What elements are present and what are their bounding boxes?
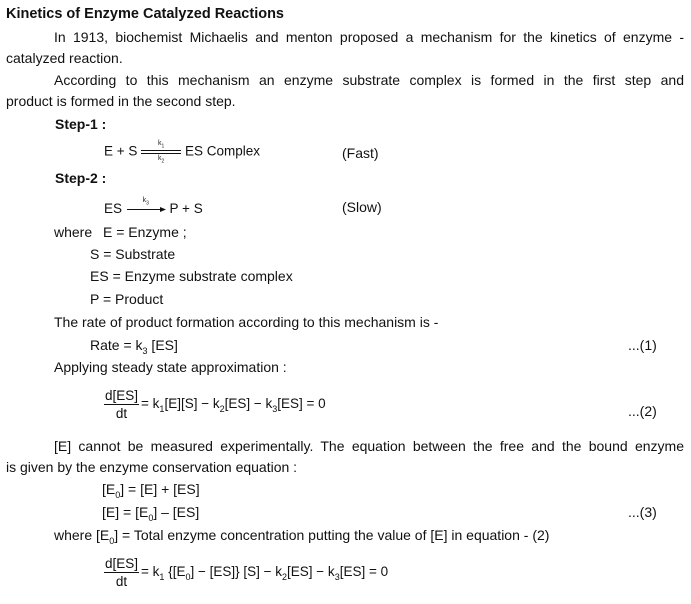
eq-part: [ES] − k — [287, 564, 335, 580]
step-2-label: Step-2 : — [55, 170, 107, 186]
equation-number-3: ...(3) — [628, 504, 657, 520]
step-2-rhs: P + S — [169, 201, 203, 216]
definition-substrate: S = Substrate — [90, 246, 176, 262]
steady-state-text: Applying steady state approximation : — [54, 359, 287, 375]
eq-part: [ES] − k — [224, 396, 273, 412]
k3-label: $k_3$ — [142, 197, 149, 207]
eq-part: ] = [E] + [ES] — [120, 481, 200, 497]
conservation-equation-a — [102, 481, 200, 500]
step-1-equation — [104, 140, 260, 165]
fraction-numerator: d[ES] — [105, 388, 139, 403]
definition-complex: ES = Enzyme substrate complex — [90, 268, 293, 284]
equation-number-2: ...(2) — [628, 403, 657, 419]
eq-part: = k — [141, 564, 160, 580]
rate-subscript: 3 — [142, 346, 148, 356]
fraction-denominator: dt — [115, 405, 128, 421]
eq-part: ] − [ES]} [S] − k — [190, 564, 283, 580]
eq-part: [ES] = 0 — [277, 396, 326, 412]
mechanism-paragraph-line-2: product is formed in the second step. — [6, 93, 236, 109]
eq-subscript: 2 — [219, 404, 225, 415]
step-1-rhs: ES Complex — [184, 143, 260, 159]
mechanism-paragraph-line-1: According to this mechanism an enzyme substrate complex is formed in the first step and — [54, 72, 684, 88]
eq-subscript: 0 — [148, 513, 154, 523]
step-1-speed: (Fast) — [342, 145, 379, 161]
eq-subscript: 3 — [334, 572, 340, 583]
fraction-denominator: dt — [115, 573, 128, 589]
eq-part: ] – [ES] — [153, 504, 200, 520]
step-1-lhs: E + S — [104, 143, 138, 159]
step-2-equation — [104, 197, 203, 216]
eq-part: [E — [102, 481, 116, 497]
eq-subscript: 1 — [159, 404, 165, 415]
eq-subscript: 1 — [159, 572, 165, 583]
eq-part: [E] = [E — [102, 504, 149, 520]
eq-part: = k — [141, 396, 160, 412]
step-2-speed: (Slow) — [342, 199, 382, 215]
definition-product: P = Product — [90, 291, 164, 307]
eq-subscript: 0 — [185, 572, 191, 583]
step-1-label: Step-1 : — [55, 116, 107, 132]
total-enzyme-text — [54, 527, 550, 546]
eq-subscript: 2 — [282, 572, 288, 583]
conservation-paragraph-line-2: is given by the enzyme conservation equation : — [6, 459, 298, 475]
equation-number-1: ...(1) — [628, 337, 657, 353]
rate-lhs: Rate = k — [90, 337, 143, 353]
forward-arrow-icon — [126, 197, 166, 216]
steady-state-equation — [104, 389, 326, 420]
definitions-intro: where — [54, 224, 93, 240]
derivative-fraction — [104, 557, 139, 588]
eq-part: [ES] = 0 — [339, 564, 389, 580]
conservation-equation-b — [102, 504, 200, 523]
rate-text: The rate of product formation according to this mechanism is - — [54, 314, 439, 330]
definition-enzyme: E = Enzyme ; — [103, 224, 187, 240]
equilibrium-arrow-icon — [141, 140, 181, 165]
eq-part: [E][S] − k — [164, 396, 220, 412]
rate-rhs: [ES] — [147, 337, 178, 353]
intro-paragraph-line-2: catalyzed reaction. — [6, 50, 123, 66]
substituted-equation — [104, 557, 388, 588]
k1-label: $k_1$ — [158, 140, 165, 150]
fraction-numerator: d[ES] — [105, 556, 139, 571]
text-subscript: 0 — [109, 536, 115, 546]
intro-paragraph-line-1: In 1913, biochemist Michaelis and menton proposed a mechanism for the kinetics of enzyme - — [54, 29, 684, 45]
rate-equation — [90, 337, 178, 356]
conservation-paragraph-line-1: [E] cannot be measured experimentally. The equation between the free and the bound enzyme — [54, 438, 684, 454]
eq-subscript: 0 — [115, 490, 121, 500]
text-part: where [E — [54, 527, 110, 543]
text-part: ] = Total enzyme concentration putting the value of [E] in equation - (2) — [114, 527, 550, 543]
derivative-fraction — [104, 389, 139, 420]
eq-subscript: 3 — [272, 404, 278, 415]
step-2-lhs: ES — [104, 201, 123, 216]
eq-part: {[E — [164, 564, 186, 580]
k2-label: $k_2$ — [158, 155, 165, 165]
page-title: Kinetics of Enzyme Catalyzed Reactions — [6, 6, 284, 22]
